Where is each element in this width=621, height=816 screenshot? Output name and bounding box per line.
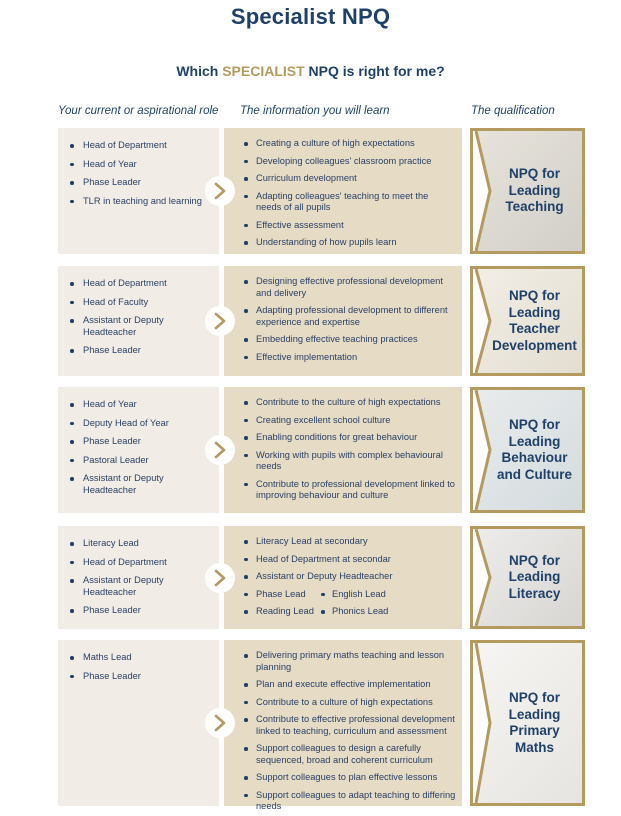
info-item: Support colleagues to plan effective lessons: [224, 772, 462, 784]
page-title: Specialist NPQ: [230, 4, 391, 29]
npq-row: [58, 266, 585, 376]
role-item: Head of Year: [58, 159, 219, 171]
info-cell: [224, 526, 462, 629]
info-item: Delivering primary maths teaching and lesson planning: [224, 650, 462, 673]
info-item: Contribute to a culture of high expectations: [224, 697, 462, 709]
info-item: Head of Department at secondar: [224, 554, 462, 566]
info-item: Assistant or Deputy Headteacher: [224, 571, 462, 583]
npq-row: [58, 526, 585, 629]
role-item: Literacy Lead: [58, 538, 219, 550]
info-item: Enabling conditions for great behaviour: [224, 432, 462, 444]
info-item: Creating excellent school culture: [224, 415, 462, 427]
role-cell: [58, 266, 219, 376]
role-item: TLR in teaching and learning: [58, 196, 219, 208]
info-item: Contribute to professional development linked to improving behaviour and culture: [224, 479, 462, 502]
qualification-label: NPQ for Leading Teaching: [505, 166, 564, 215]
info-item: Contribute to effective professional development linked to teaching, curriculum and assessment: [224, 714, 462, 737]
role-item: Head of Year: [58, 399, 219, 411]
column-header-qualification: The qualification: [471, 105, 555, 117]
info-cell: [224, 128, 462, 254]
info-item: Reading Lead: [224, 606, 320, 618]
info-cell: [224, 387, 462, 513]
npq-row: [58, 387, 585, 513]
info-item: Effective assessment: [224, 220, 462, 232]
chevron-right-icon: [205, 708, 235, 738]
info-item: Plan and execute effective implementation: [224, 679, 462, 691]
column-header-info: The information you will learn: [240, 105, 390, 117]
role-item: Head of Faculty: [58, 297, 219, 309]
qualification-label: NPQ for Leading Teacher Development: [492, 288, 577, 353]
role-cell: [58, 526, 219, 629]
role-item: Head of Department: [58, 557, 219, 569]
info-item: English Lead: [320, 589, 394, 601]
qualification-cell: [470, 387, 585, 513]
subtitle-accent: SPECIALIST: [222, 63, 305, 79]
info-item: Effective implementation: [224, 352, 462, 364]
role-item: Head of Department: [58, 278, 219, 290]
qualification-cell: [470, 640, 585, 806]
info-item: Adapting professional development to different experience and expertise: [224, 305, 462, 328]
role-item: Maths Lead: [58, 652, 219, 664]
info-item: Phase Lead: [224, 589, 320, 601]
info-item: Embedding effective teaching practices: [224, 334, 462, 346]
role-item: Pastoral Leader: [58, 455, 219, 467]
info-item: Creating a culture of high expectations: [224, 138, 462, 150]
qualification-label: NPQ for Leading Primary Maths: [508, 690, 561, 755]
column-header-role: Your current or aspirational role: [58, 105, 219, 117]
role-item: Phase Leader: [58, 177, 219, 189]
qualification-label: NPQ for Leading Behaviour and Culture: [496, 417, 572, 482]
npq-row: [58, 640, 585, 811]
role-item: Deputy Head of Year: [58, 418, 219, 430]
qualification-cell: [470, 128, 585, 254]
chevron-right-icon: [205, 306, 235, 336]
info-item: Phonics Lead: [320, 606, 394, 618]
chevron-right-icon: [205, 563, 235, 593]
role-item: Phase Leader: [58, 436, 219, 448]
qualification-cell: [470, 266, 585, 376]
info-item: Literacy Lead at secondary: [224, 536, 462, 548]
info-item: Developing colleagues' classroom practice: [224, 156, 462, 168]
role-item: Phase Leader: [58, 605, 219, 617]
qualification-cell: [470, 526, 585, 629]
info-item: Support colleagues to design a carefully sequenced, broad and coherent curriculum: [224, 743, 462, 766]
npq-row: [58, 128, 585, 254]
info-item: Working with pupils with complex behavioural needs: [224, 450, 462, 473]
role-item: Phase Leader: [58, 671, 219, 683]
role-cell: [58, 387, 219, 513]
info-item: Designing effective professional development and delivery: [224, 276, 462, 299]
info-cell: [224, 266, 462, 376]
role-item: Head of Department: [58, 140, 219, 152]
info-item: Contribute to the culture of high expectations: [224, 397, 462, 409]
role-item: Assistant or Deputy Headteacher: [58, 575, 219, 598]
page-subtitle: Which SPECIALIST NPQ is right for me?: [176, 63, 445, 79]
info-item: Adapting colleagues' teaching to meet the needs of all pupils: [224, 191, 462, 214]
chevron-right-icon: [205, 176, 235, 206]
info-item: Support colleagues to adapt teaching to differing needs: [224, 790, 462, 813]
role-item: Assistant or Deputy Headteacher: [58, 315, 219, 338]
info-item: Understanding of how pupils learn: [224, 237, 462, 249]
role-cell: [58, 128, 219, 254]
info-item: Curriculum development: [224, 173, 462, 185]
chevron-right-icon: [205, 435, 235, 465]
qualification-label: NPQ for Leading Literacy: [508, 552, 561, 601]
role-item: Phase Leader: [58, 345, 219, 357]
info-cell: [224, 640, 462, 811]
role-cell: [58, 640, 219, 806]
role-item: Assistant or Deputy Headteacher: [58, 473, 219, 496]
